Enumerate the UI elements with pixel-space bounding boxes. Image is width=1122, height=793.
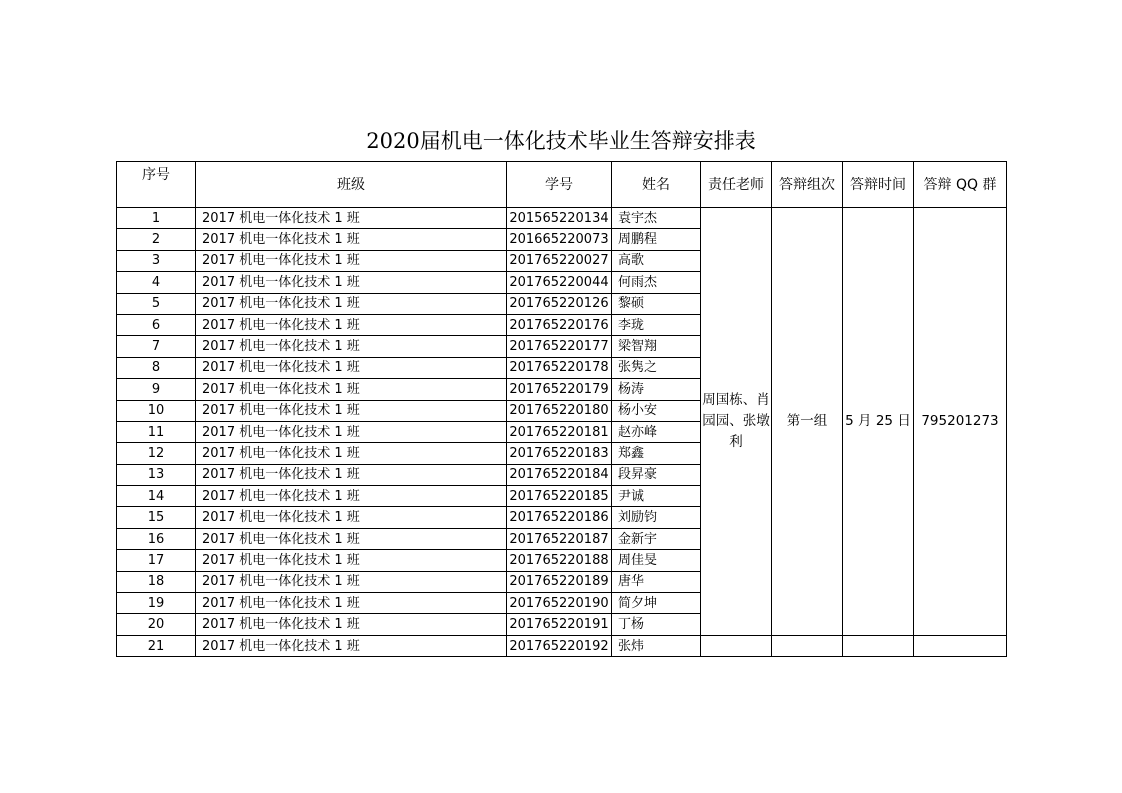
student-id-cell: 201765220186 [507,507,612,528]
name-cell: 赵亦峰 [612,421,701,442]
class-cell: 2017 机电一体化技术 1 班 [196,421,507,442]
header-time: 答辩时间 [843,162,914,208]
empty-cell [914,635,1007,656]
class-cell: 2017 机电一体化技术 1 班 [196,357,507,378]
class-cell: 2017 机电一体化技术 1 班 [196,293,507,314]
seq-cell: 5 [117,293,196,314]
seq-cell: 13 [117,464,196,485]
seq-cell: 10 [117,400,196,421]
seq-cell: 4 [117,272,196,293]
teacher-cell: 周国栋、肖园园、张墩利 [701,208,772,636]
class-cell: 2017 机电一体化技术 1 班 [196,250,507,271]
name-cell: 张炜 [612,635,701,656]
table-row [117,635,1007,656]
header-seq: 序号 [117,162,196,208]
student-id-cell: 201765220180 [507,400,612,421]
name-cell: 郑鑫 [612,443,701,464]
student-id-cell: 201765220184 [507,464,612,485]
class-cell: 2017 机电一体化技术 1 班 [196,272,507,293]
seq-cell: 3 [117,250,196,271]
class-cell: 2017 机电一体化技术 1 班 [196,635,507,656]
student-id-cell: 201765220189 [507,571,612,592]
class-cell: 2017 机电一体化技术 1 班 [196,379,507,400]
name-cell: 丁杨 [612,614,701,635]
student-id-cell: 201765220192 [507,635,612,656]
name-cell: 梁智翔 [612,336,701,357]
student-id-cell: 201765220126 [507,293,612,314]
name-cell: 简夕坤 [612,593,701,614]
seq-cell: 9 [117,379,196,400]
time-cell: 5 月 25 日 [843,208,914,636]
class-cell: 2017 机电一体化技术 1 班 [196,336,507,357]
class-cell: 2017 机电一体化技术 1 班 [196,464,507,485]
class-cell: 2017 机电一体化技术 1 班 [196,593,507,614]
student-id-cell: 201765220185 [507,486,612,507]
student-id-cell: 201765220183 [507,443,612,464]
student-id-cell: 201765220181 [507,421,612,442]
student-id-cell: 201765220177 [507,336,612,357]
seq-cell: 19 [117,593,196,614]
qq-cell: 795201273 [914,208,1007,636]
seq-cell: 20 [117,614,196,635]
seq-cell: 21 [117,635,196,656]
group-cell: 第一组 [772,208,843,636]
seq-cell: 1 [117,208,196,229]
seq-cell: 7 [117,336,196,357]
class-cell: 2017 机电一体化技术 1 班 [196,550,507,571]
class-cell: 2017 机电一体化技术 1 班 [196,443,507,464]
class-cell: 2017 机电一体化技术 1 班 [196,229,507,250]
seq-cell: 8 [117,357,196,378]
class-cell: 2017 机电一体化技术 1 班 [196,614,507,635]
header-student-id: 学号 [507,162,612,208]
student-id-cell: 201765220178 [507,357,612,378]
seq-cell: 12 [117,443,196,464]
header-group: 答辩组次 [772,162,843,208]
name-cell: 何雨杰 [612,272,701,293]
name-cell: 尹诚 [612,486,701,507]
empty-cell [701,635,772,656]
name-cell: 刘励钧 [612,507,701,528]
name-cell: 唐华 [612,571,701,592]
name-cell: 段昇豪 [612,464,701,485]
name-cell: 高歌 [612,250,701,271]
empty-cell [772,635,843,656]
student-id-cell: 201765220191 [507,614,612,635]
seq-cell: 18 [117,571,196,592]
name-cell: 杨涛 [612,379,701,400]
defense-schedule-table [116,161,1007,657]
page-title: 2020届机电一体化技术毕业生答辩安排表 [366,129,756,153]
class-cell: 2017 机电一体化技术 1 班 [196,486,507,507]
class-cell: 2017 机电一体化技术 1 班 [196,571,507,592]
class-cell: 2017 机电一体化技术 1 班 [196,208,507,229]
class-cell: 2017 机电一体化技术 1 班 [196,400,507,421]
name-cell: 金新宇 [612,528,701,549]
table-row [117,208,1007,229]
seq-cell: 16 [117,528,196,549]
header-qq: 答辩 QQ 群 [914,162,1007,208]
student-id-cell: 201765220179 [507,379,612,400]
name-cell: 张隽之 [612,357,701,378]
student-id-cell: 201765220027 [507,250,612,271]
header-teacher: 责任老师 [701,162,772,208]
header-row [117,162,1007,208]
student-id-cell: 201765220187 [507,528,612,549]
name-cell: 袁宇杰 [612,208,701,229]
seq-cell: 2 [117,229,196,250]
seq-cell: 11 [117,421,196,442]
seq-cell: 17 [117,550,196,571]
empty-cell [843,635,914,656]
header-name: 姓名 [612,162,701,208]
seq-cell: 6 [117,314,196,335]
name-cell: 黎硕 [612,293,701,314]
seq-cell: 14 [117,486,196,507]
name-cell: 李珑 [612,314,701,335]
name-cell: 周鹏程 [612,229,701,250]
seq-cell: 15 [117,507,196,528]
student-id-cell: 201765220176 [507,314,612,335]
student-id-cell: 201565220134 [507,208,612,229]
student-id-cell: 201765220188 [507,550,612,571]
student-id-cell: 201765220190 [507,593,612,614]
header-class: 班级 [196,162,507,208]
name-cell: 周佳旻 [612,550,701,571]
student-id-cell: 201765220044 [507,272,612,293]
class-cell: 2017 机电一体化技术 1 班 [196,314,507,335]
name-cell: 杨小安 [612,400,701,421]
class-cell: 2017 机电一体化技术 1 班 [196,507,507,528]
class-cell: 2017 机电一体化技术 1 班 [196,528,507,549]
student-id-cell: 201665220073 [507,229,612,250]
